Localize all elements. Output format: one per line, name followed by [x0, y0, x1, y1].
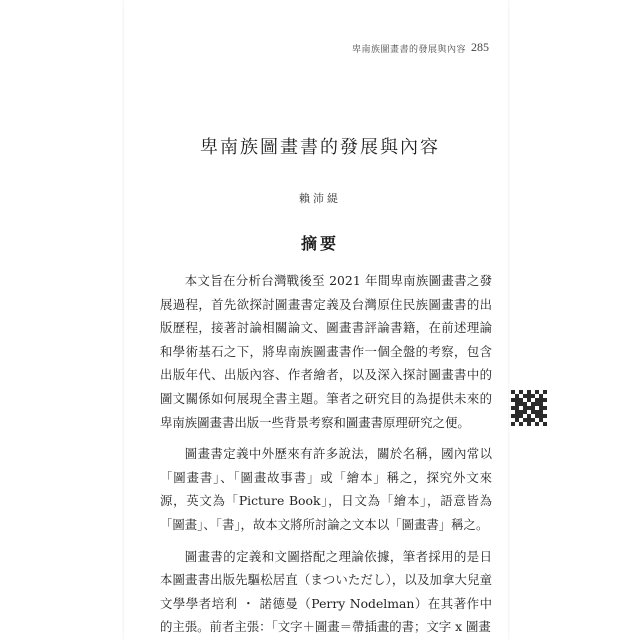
article-title: 卑南族圖畫書的發展與內容	[200, 137, 440, 158]
qr-code-icon	[511, 390, 547, 426]
page-number: 285	[471, 40, 489, 54]
author-name: 賴沛緹	[299, 192, 341, 205]
running-header-title: 卑南族圖畫書的發展與內容	[352, 45, 467, 55]
abstract-heading: 摘要	[300, 234, 339, 253]
abstract-paragraph-1: 本文旨在分析台灣戰後至 2021 年間卑南族圖畫書之發展過程，首先欲探討圖畫書定義及台灣原住民族圖畫書的出版歷程，接著討論相關論文、圖畫書評論書籍，在前述理論和學術基石之下，將卑南族圖畫書作一個全盤的考察，包含出版年代、出版內容、作者繪者，以及深入探討圖畫書中的圖文關係如何展現全書主題。筆者之研究目的為提供未來的卑南族圖畫書出版一些背景考察和圖畫書原理研究之便。	[160, 273, 492, 430]
abstract-paragraph-3: 圖畫書的定義和文圖搭配之理論依據，筆者採用的是日本圖畫書出版先驅松居直（まついただし），以及加拿大兒童文學學者培利 ・ 諾德曼（Perry Nodelman）在其著作中的主張。前者主張：「文字＋圖畫＝帶插畫的書；文字 x 圖畫	[160, 548, 492, 635]
abstract-paragraph-2: 圖畫書定義中外歷來有許多說法，關於名稱，國內常以「圖畫書」、「圖畫故事書」或「繪本」稱之，探究外文來源，英文為「Picture Book」，日文為「繪本」，語意皆為「圖畫」、「書」，故本文將所討論之文本以「圖畫書」稱之。	[160, 446, 492, 532]
abstract-body	[160, 269, 492, 639]
